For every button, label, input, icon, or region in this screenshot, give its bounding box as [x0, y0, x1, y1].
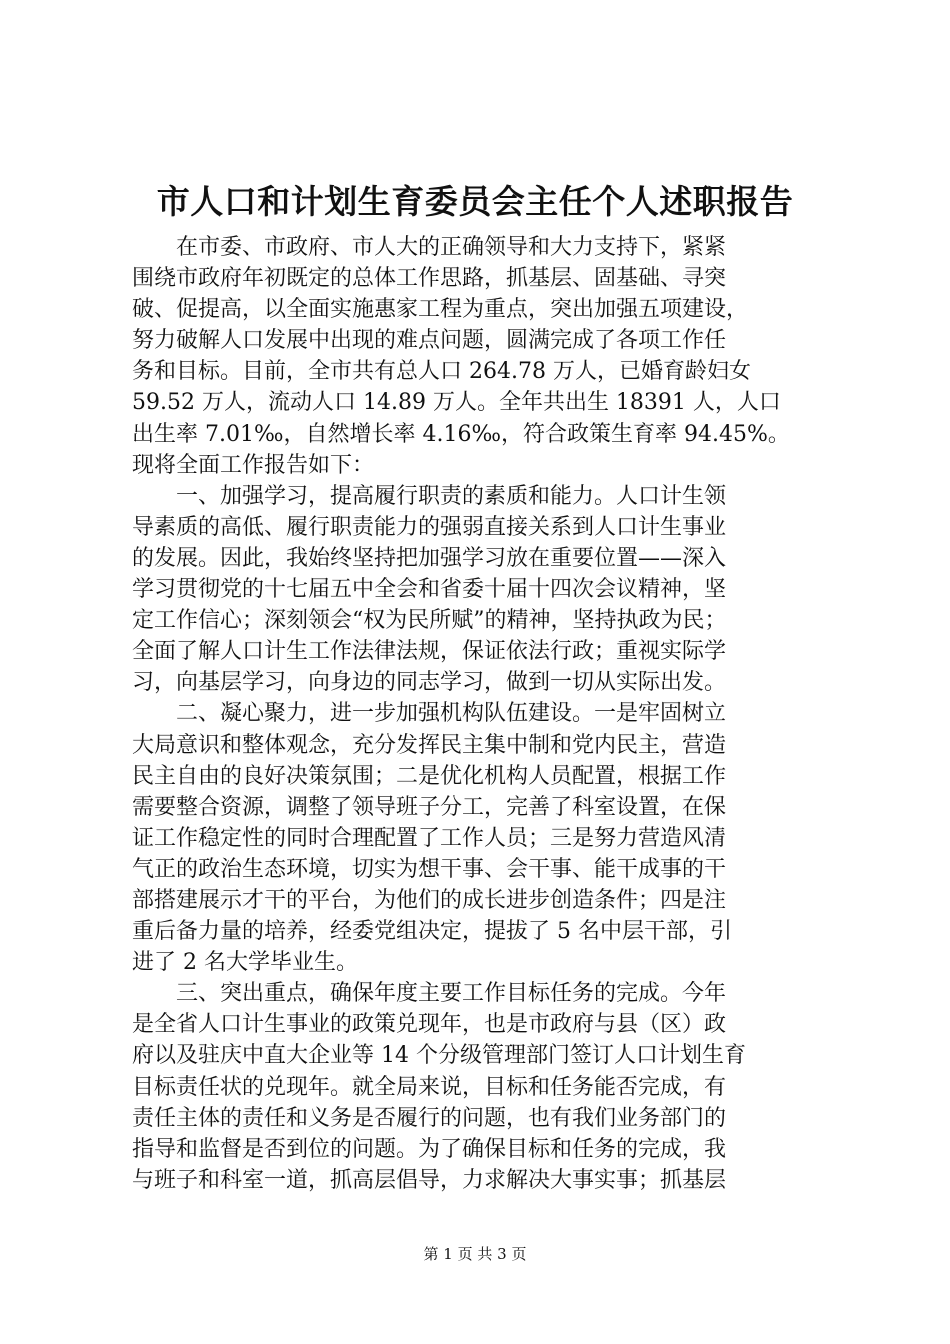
body-line: 习，向基层学习，向身边的同志学习，做到一切从实际出发。: [132, 670, 727, 696]
body-line: 现将全面工作报告如下：: [132, 452, 375, 478]
body-line: 破、促提高，以全面实施惠家工程为重点，突出加强五项建设，: [132, 297, 749, 323]
body-line: 努力破解人口发展中出现的难点问题，圆满完成了各项工作任: [132, 328, 727, 354]
body-line: 定工作信心；深刻领会“权为民所赋”的精神，坚持执政为民；: [132, 608, 727, 634]
body-line: 学习贯彻党的十七届五中全会和省委十届十四次会议精神，坚: [132, 577, 727, 603]
body-line: 导素质的高低、履行职责能力的强弱直接关系到人口计生事业: [132, 514, 727, 540]
body-line: 出生率 7.01‰，自然增长率 4.16‰，符合政策生育率 94.45%。: [132, 421, 790, 447]
body-line: 民主自由的良好决策氛围；二是优化机构人员配置，根据工作: [132, 763, 727, 789]
body-line: 目标责任状的兑现年。就全局来说，目标和任务能否完成，有: [132, 1074, 727, 1100]
body-line: 气正的政治生态环境，切实为想干事、会干事、能干成事的干: [132, 856, 727, 882]
body-line: 进了 2 名大学毕业生。: [132, 950, 358, 976]
body-line: 一、加强学习，提高履行职责的素质和能力。人口计生领: [132, 483, 727, 509]
body-line: 围绕市政府年初既定的总体工作思路，抓基层、固基础、寻突: [132, 266, 727, 292]
body-line: 二、凝心聚力，进一步加强机构队伍建设。一是牢固树立: [132, 701, 727, 727]
body-line: 部搭建展示才干的平台，为他们的成长进步创造条件；四是注: [132, 887, 727, 913]
body-line: 的发展。因此，我始终坚持把加强学习放在重要位置——深入: [132, 545, 727, 571]
body-line: 大局意识和整体观念，充分发挥民主集中制和党内民主，营造: [132, 732, 727, 758]
body-line: 全面了解人口计生工作法律法规，保证依法行政；重视实际学: [132, 639, 727, 665]
document-body: [132, 232, 822, 1196]
body-line: 指导和监督是否到位的问题。为了确保目标和任务的完成，我: [132, 1136, 727, 1162]
body-line: 府以及驻庆中直大企业等 14 个分级管理部门签订人口计划生育: [132, 1043, 746, 1069]
body-line: 需要整合资源，调整了领导班子分工，完善了科室设置，在保: [132, 794, 727, 820]
body-line: 与班子和科室一道，抓高层倡导，力求解决大事实事；抓基层: [132, 1167, 727, 1193]
body-line: 三、突出重点，确保年度主要工作目标任务的完成。今年: [132, 981, 727, 1007]
body-line: 是全省人口计生事业的政策兑现年，也是市政府与县（区）政: [132, 1012, 727, 1038]
body-line: 责任主体的责任和义务是否履行的问题，也有我们业务部门的: [132, 1105, 727, 1131]
body-line: 在市委、市政府、市人大的正确领导和大力支持下，紧紧: [132, 235, 727, 260]
body-line: 证工作稳定性的同时合理配置了工作人员；三是努力营造风清: [132, 825, 727, 851]
body-line: 务和目标。目前，全市共有总人口 264.78 万人，已婚育龄妇女: [132, 359, 751, 385]
body-line: 重后备力量的培养，经委党组决定，提拔了 5 名中层干部，引: [132, 919, 732, 945]
document-title: 市人口和计划生育委员会主任个人述职报告: [156, 182, 794, 221]
body-line: 59.52 万人，流动人口 14.89 万人。全年共出生 18391 人，人口: [132, 390, 781, 416]
page-footer: 第 1 页 共 3 页: [423, 1245, 527, 1263]
